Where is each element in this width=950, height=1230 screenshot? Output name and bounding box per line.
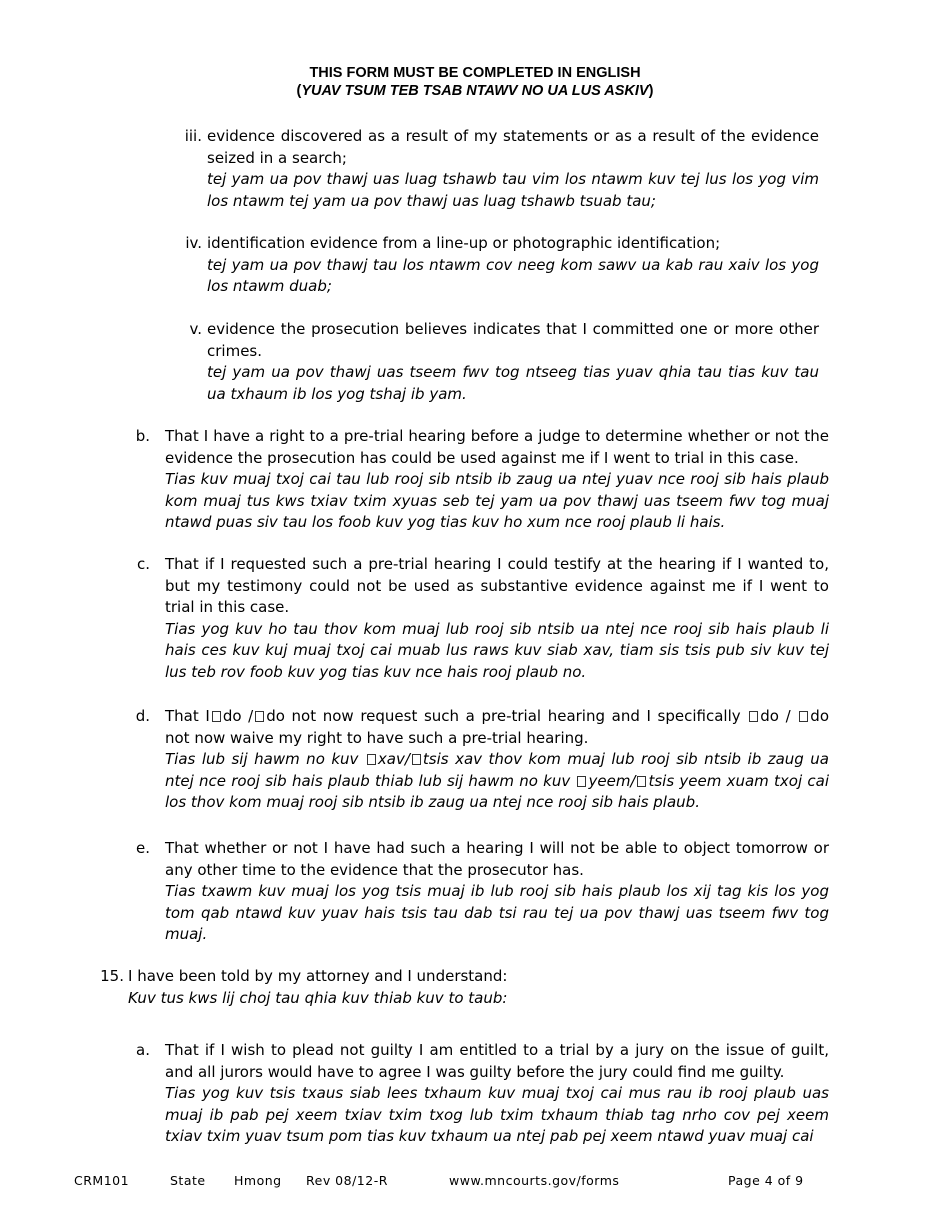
hmong-text: tej yam ua pov thawj uas tseem fwv tog ntseeg tias yuav qhia tau tias kuv tau ua txhaum ib los yog tshaj ib yam.	[207, 363, 819, 403]
list-item	[165, 706, 829, 814]
list-item	[165, 554, 829, 683]
hmong-text: Tias yog kuv tsis txaus siab lees txhaum kuv muaj txoj cai mus rau ib rooj plaub uas muaj ib pab pej xeem txiav txim txog lub txim txhaum thiab tag nrho cov pej xeem txiav txim yuav tsum pom tias kuv txhaum ua ntej pab pej xeem ntawd yuav muaj cai	[165, 1084, 829, 1145]
footer-state: State	[170, 1173, 206, 1188]
page-footer	[0, 1173, 950, 1191]
list-item	[165, 838, 829, 946]
english-text: evidence discovered as a result of my statements or as a result of the evidence seized in a search;	[207, 127, 819, 167]
hmong-text: tej yam ua pov thawj tau los ntawm cov neeg kom sawv ua kab rau xaiv los yog los ntawm duab;	[207, 255, 819, 295]
hmong-text: Tias kuv muaj txoj cai tau lub rooj sib ntsib ib zaug ua ntej yuav nce rooj sib hais plaub kom muaj tus kws txiav txim xyuas seb tej yam ua pov thawj uas tseem fwv tog muaj ntawd puas siv tau los foob kuv yog tias kuv ho xum nce rooj plaub li hais.	[165, 470, 829, 531]
footer-url[interactable]: www.mncourts.gov/forms	[449, 1173, 620, 1188]
item-label: iv.	[185, 234, 202, 252]
header-title: THIS FORM MUST BE COMPLETED IN ENGLISH	[309, 65, 641, 81]
english-text: evidence the prosecution believes indicates that I committed one or more other crimes.	[207, 320, 819, 360]
item-label: b.	[135, 427, 150, 445]
item-label: e.	[136, 839, 150, 857]
list-item	[165, 426, 829, 534]
hmong-text: Tias txawm kuv muaj los yog tsis muaj ib lub rooj sib hais plaub los xij tag kis los yog tom qab ntawd kuv yuav hais tsis tau dab tsi rau tej ua pov thawj uas tseem fwv tog muaj.	[165, 882, 829, 943]
list-item	[207, 126, 819, 212]
english-text: identification evidence from a line-up or photographic identification;	[207, 234, 721, 252]
item-label: c.	[136, 555, 150, 573]
form-header	[0, 64, 950, 100]
item-label: v.	[189, 320, 202, 338]
item-label: iii.	[184, 127, 202, 145]
yeem-checkbox[interactable]	[577, 776, 586, 787]
item-label: 15.	[100, 967, 124, 985]
footer-revision: Rev 08/12-R	[306, 1173, 388, 1188]
do-not-request-checkbox[interactable]	[255, 711, 264, 722]
hmong-text: tej yam ua pov thawj uas luag tshawb tau vim los ntawm kuv tej lus los yog vim los ntawm tej yam ua pov thawj uas luag tshawb tsuab tau;	[207, 170, 819, 210]
item-label: d.	[135, 707, 150, 725]
tsis-yeem-checkbox[interactable]	[637, 776, 646, 787]
hmong-text: Tias yog kuv ho tau thov kom muaj lub rooj sib ntsib ua ntej nce rooj sib hais plaub li hais ces kuv kuj muaj txoj cai muab lus raws kuv siab xav, tiam sis tsis pub siv kuv tej lus teb rov foob kuv yog tias kuv nce hais rooj plaub no.	[165, 619, 829, 681]
list-item	[165, 1040, 829, 1148]
header-subtitle: (YUAV TSUM TEB TSAB NTAWV NO UA LUS ASKIV)	[296, 83, 654, 99]
page-number: Page 4 of 9	[728, 1173, 804, 1188]
list-item	[207, 233, 819, 298]
do-waive-checkbox[interactable]	[749, 711, 758, 722]
english-text: That if I wish to plead not guilty I am entitled to a trial by a jury on the issue of guilt, and all jurors would have to agree I was guilty before the jury could find me guilty.	[165, 1041, 829, 1081]
tsis-xav-checkbox[interactable]	[412, 754, 421, 765]
english-text: That if I requested such a pre-trial hearing I could testify at the hearing if I wanted to, but my testimony could not be used as substantive evidence against me if I went to trial in this case.	[165, 555, 829, 616]
english-text: That whether or not I have had such a hearing I will not be able to object tomorrow or any other time to the evidence that the prosecutor has.	[165, 839, 829, 879]
footer-language: Hmong	[234, 1173, 282, 1188]
form-id: CRM101	[74, 1173, 130, 1188]
xav-checkbox[interactable]	[367, 754, 376, 765]
english-text: That I have a right to a pre-trial hearing before a judge to determine whether or not the evidence the prosecution has could be used against me if I went to trial in this case.	[165, 427, 829, 467]
do-not-waive-checkbox[interactable]	[799, 711, 808, 722]
section-15-intro	[128, 966, 828, 1009]
hmong-text: Kuv tus kws lij choj tau qhia kuv thiab kuv to taub:	[128, 988, 508, 1007]
english-text: That I do / do not now request such a pre-trial hearing and I specifically do / do not now waive my right to have such a pre-trial hearing.	[165, 707, 829, 747]
english-text: I have been told by my attorney and I understand:	[128, 967, 508, 985]
do-request-checkbox[interactable]	[212, 711, 221, 722]
hmong-text: Tias lub sij hawm no kuv xav/ tsis xav thov kom muaj lub rooj sib ntsib ib zaug ua ntej nce rooj sib hais plaub thiab lub sij hawm no kuv yeem/ tsis yeem xuam txoj cai los thov kom muaj rooj sib ntsib ib zaug ua ntej nce rooj sib hais plaub.	[165, 750, 829, 811]
item-label: a.	[136, 1041, 150, 1059]
list-item	[207, 319, 819, 405]
